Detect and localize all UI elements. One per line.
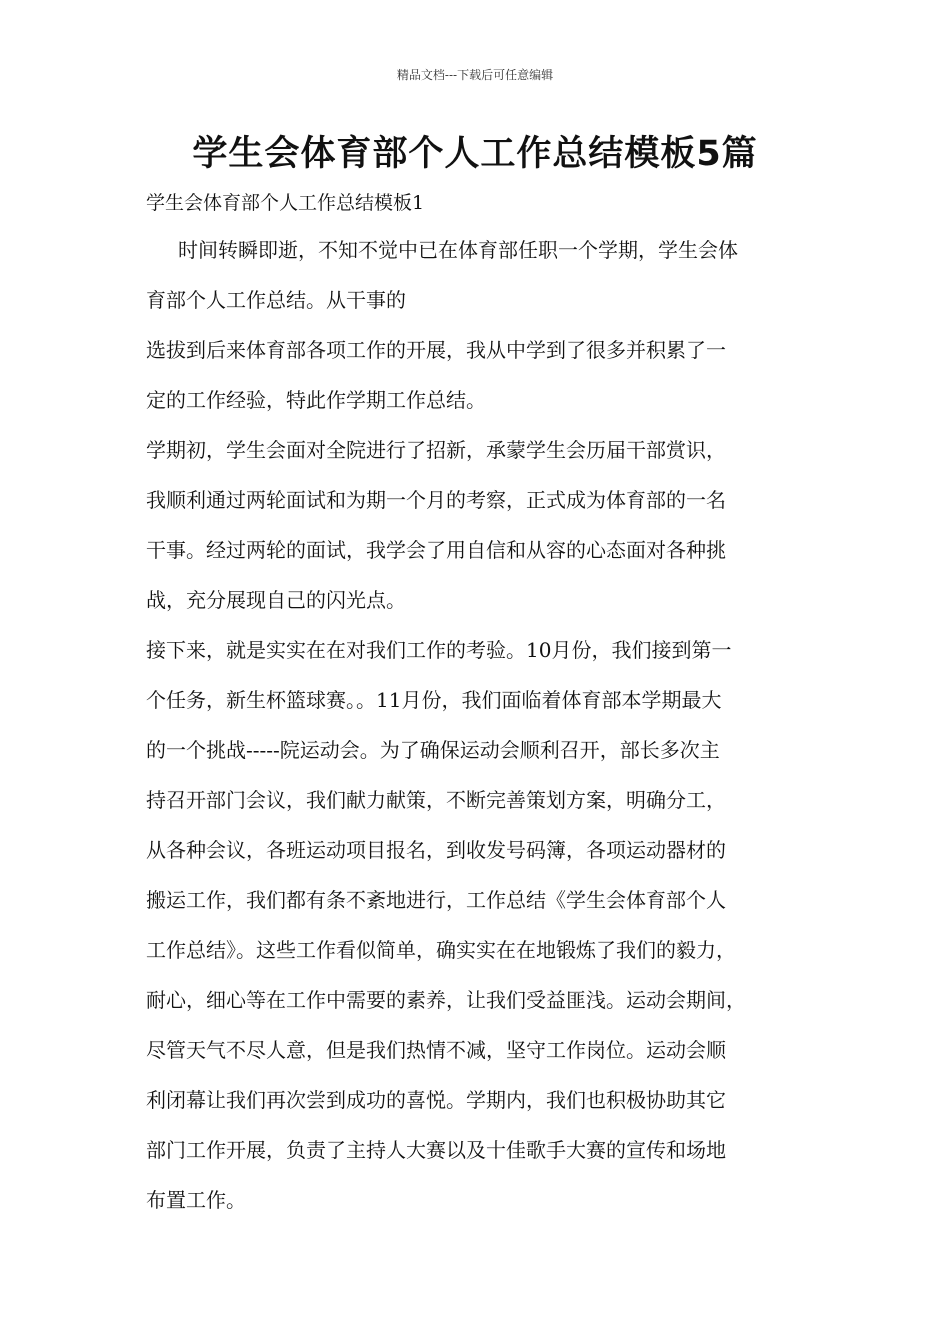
body-text	[146, 232, 826, 1232]
text-line: 部门工作开展，负责了主持人大赛以及十佳歌手大赛的宣传和场地	[146, 1138, 726, 1162]
section-subtitle: 学生会体育部个人工作总结模板1	[146, 192, 425, 214]
text-line: 干事。经过两轮的面试，我学会了用自信和从容的心态面对各种挑	[146, 538, 726, 562]
text-line: 时间转瞬即逝，不知不觉中已在体育部任职一个学期，学生会体	[178, 238, 738, 262]
text-line: 接下来，就是实实在在对我们工作的考验。10月份，我们接到第一	[146, 638, 732, 662]
text-line: 个任务，新生杯篮球赛。。11月份，我们面临着体育部本学期最大	[146, 688, 722, 712]
text-line: 定的工作经验，特此作学期工作总结。	[146, 388, 486, 412]
text-line: 工作总结》。这些工作看似简单，确实实在在地锻炼了我们的毅力，	[146, 938, 736, 962]
text-line: 战，充分展现自己的闪光点。	[146, 588, 406, 612]
text-line: 搬运工作，我们都有条不紊地进行，工作总结《学生会体育部个人	[146, 888, 726, 912]
text-line: 耐心，细心等在工作中需要的素养，让我们受益匪浅。运动会期间，	[146, 988, 746, 1012]
text-line: 持召开部门会议，我们献力献策，不断完善策划方案，明确分工，	[146, 788, 726, 812]
text-line: 的一个挑战-----院运动会。为了确保运动会顺利召开，部长多次主	[146, 738, 720, 762]
header-note: 精品文档---下载后可任意编辑	[396, 68, 554, 82]
text-line: 利闭幕让我们再次尝到成功的喜悦。学期内，我们也积极协助其它	[146, 1088, 726, 1112]
text-line: 选拔到后来体育部各项工作的开展，我从中学到了很多并积累了一	[146, 338, 726, 362]
document-title: 学生会体育部个人工作总结模板5篇	[192, 134, 758, 174]
text-line: 育部个人工作总结。从干事的	[146, 288, 406, 312]
text-line: 布置工作。	[146, 1188, 246, 1212]
text-line: 我顺利通过两轮面试和为期一个月的考察，正式成为体育部的一名	[146, 488, 726, 512]
text-line: 从各种会议，各班运动项目报名，到收发号码簿，各项运动器材的	[146, 838, 726, 862]
text-line: 学期初，学生会面对全院进行了招新，承蒙学生会历届干部赏识，	[146, 438, 726, 462]
text-line: 尽管天气不尽人意，但是我们热情不减，坚守工作岗位。运动会顺	[146, 1038, 726, 1062]
